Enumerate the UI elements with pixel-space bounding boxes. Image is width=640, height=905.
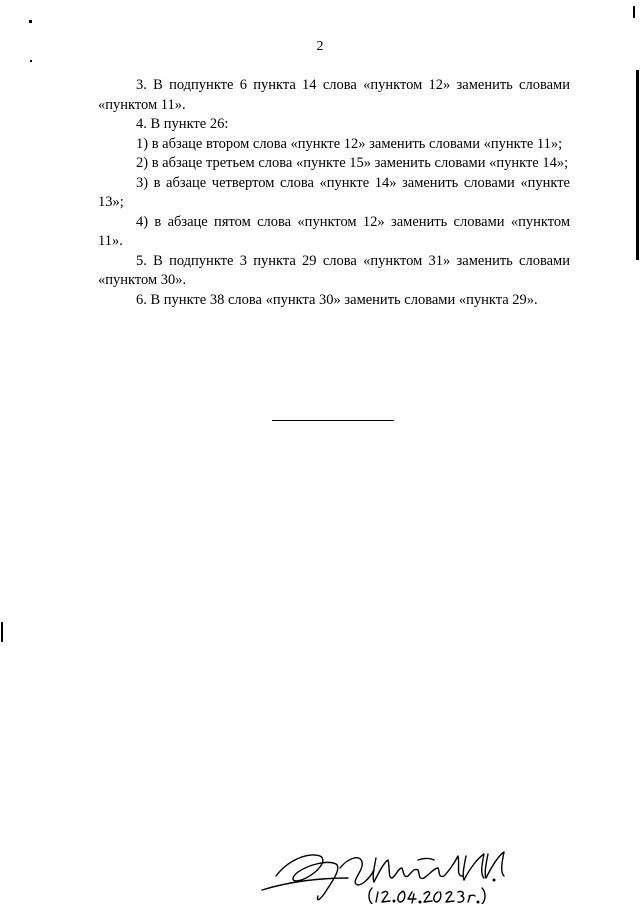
paragraph-item-6: 6. В пункте 38 слова «пункта 30» заменить словами «пункта 29».	[136, 291, 538, 308]
paragraph-item-3: 3. В подпункте 6 пункта 14 слова «пунктом 12» заменить словами «пунктом 11».	[98, 77, 570, 113]
scan-edge-mark	[633, 6, 635, 18]
subparagraph-2: 2) в абзаце третьем слова «пункте 15» заменить словами «пункте 14»;	[136, 155, 569, 171]
scan-speck	[29, 20, 32, 23]
scan-edge-mark	[1, 622, 3, 642]
scan-edge-mark	[636, 70, 639, 260]
scan-speck	[30, 60, 32, 62]
handwritten-signature	[258, 838, 518, 904]
page-number: 2	[316, 39, 324, 54]
subparagraph-4: 4) в абзаце пятом слова «пунктом 12» заменить словами «пунктом 11».	[98, 213, 570, 249]
subparagraph-1: 1) в абзаце втором слова «пункте 12» заменить словами «пункте 11»;	[136, 135, 563, 152]
paragraph-item-5: 5. В подпункте 3 пункта 29 слова «пунктом 31» заменить словами «пунктом 30».	[98, 252, 570, 288]
end-divider	[272, 420, 394, 421]
subparagraph-3: 3) в абзаце четвертом слова «пункте 14» заменить словами «пункте 13»;	[98, 174, 570, 210]
document-body	[98, 76, 570, 310]
paragraph-item-4: 4. В пункте 26:	[136, 116, 229, 132]
